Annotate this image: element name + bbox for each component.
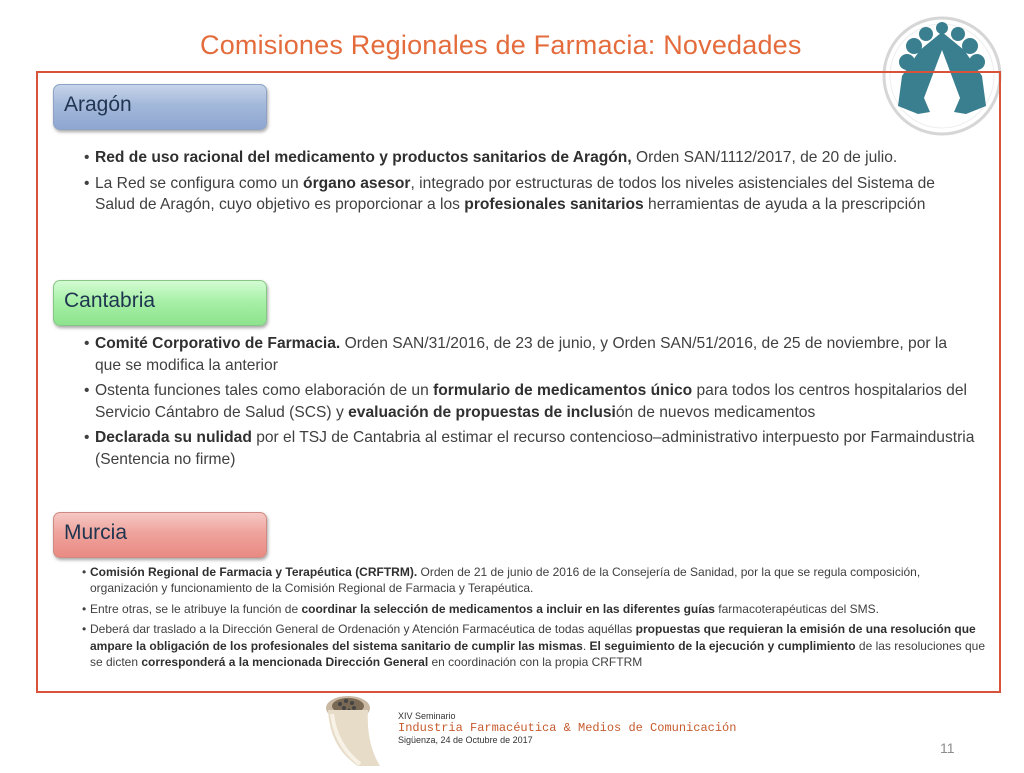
section-header-murcia: Murcia [53,512,267,558]
section-header-cantabria: Cantabria [53,280,267,326]
section-header-aragon: Aragón [53,84,267,130]
item-text: Orden de 21 de junio de 2016 de la Consejería de Sanidad, por la que se regula composición, organización y funcionamiento de la Comisión Regional de Farmacia y Terapéutica. [90,565,921,596]
item-text: en coordinación con la propia CRFTRM [428,655,643,670]
list-item [82,564,970,597]
section-cantabria-list [84,333,994,470]
bullet: • [84,149,90,166]
list-item [82,621,995,670]
list-item [84,380,975,423]
bullet: • [82,622,87,637]
item-text-bold: formulario de medicamentos único [433,382,693,399]
pill-bottle-icon [318,688,388,768]
footer-block [398,711,736,745]
item-text: . [582,638,590,653]
bullet: • [84,429,90,446]
list-item [84,173,965,216]
item-text: Entre otras, se le atribuye la función de [90,601,302,616]
footer-line-1: XIV Seminario [398,711,456,721]
list-item [82,601,970,617]
section-murcia-list [82,564,996,670]
item-text: para todos los centros hospitalarios del Servicio Cántabro de Salud (SCS) y [95,382,967,421]
item-text: de las resoluciones que se dicten [90,638,985,670]
item-text-bold: profesionales sanitarios [464,196,644,213]
item-text: , integrado por estructuras de todos los niveles asistenciales del Sistema de Salud de Aragón, cuyo objetivo es proporcionar a los [95,174,935,213]
item-text: herramientas de ayuda a la prescripción [643,196,926,213]
item-text-bold: Declarada su nulidad [95,429,252,446]
item-text-bold: propuestas que requieran la emisión de una resolución que ampare la obligación de los profesionales del sistema sanitario de cumplir las mismas [90,622,976,653]
bullet: • [84,382,90,399]
item-text-bold: El seguimiento de la ejecución y cumplimiento [589,638,856,653]
section-aragon-list [84,147,994,216]
item-text-bold: evaluación de propuestas de inclusi [348,403,616,421]
item-text: Deberá dar traslado a la Dirección General de Ordenación y Atención Farmacéutica de todas aquéllas [90,622,636,637]
item-text: ón de nuevos medicamentos [615,403,816,421]
item-text: La Red se configura como un [95,174,304,192]
item-text-bold: Comité Corporativo de Farmacia. [95,335,341,352]
item-text: Ostenta funciones tales como elaboración de un [95,382,434,399]
slide-title: Comisiones Regionales de Farmacia: Novedades [200,30,802,60]
footer-line-3: Sigüenza, 24 de Octubre de 2017 [398,735,533,745]
bullet: • [84,174,90,192]
item-text: farmacoterapéuticas del SMS. [714,601,880,616]
bullet: • [82,565,87,579]
item-text: Orden SAN/1112/2017, de 20 de julio. [631,149,898,166]
page-number: 11 [940,740,955,756]
item-text-bold: coordinar la selección de medicamentos a incluir en las diferentes guías [301,601,715,616]
item-text: por el TSJ de Cantabria al estimar el recurso contencioso–administrativo interpuesto por Farmaindustria (Sentencia no firme) [95,429,975,468]
bullet: • [82,601,87,616]
item-text-bold: Red de uso racional del medicamento y productos sanitarios de Aragón, [95,149,632,166]
list-item [84,147,965,169]
item-text-bold: Comisión Regional de Farmacia y Terapéutica (CRFTRM). [90,565,418,579]
bullet: • [84,335,90,352]
footer-line-2: Industria Farmacéutica & Medios de Comunicación [398,721,737,735]
item-text-bold: órgano asesor [303,174,411,192]
item-text: Orden SAN/31/2016, de 23 de junio, y Orden SAN/51/2016, de 25 de noviembre, por la que se modifica la anterior [95,335,948,374]
item-text-bold: corresponderá a la mencionada Dirección General [141,655,429,670]
list-item [84,427,1000,470]
list-item [84,333,955,376]
